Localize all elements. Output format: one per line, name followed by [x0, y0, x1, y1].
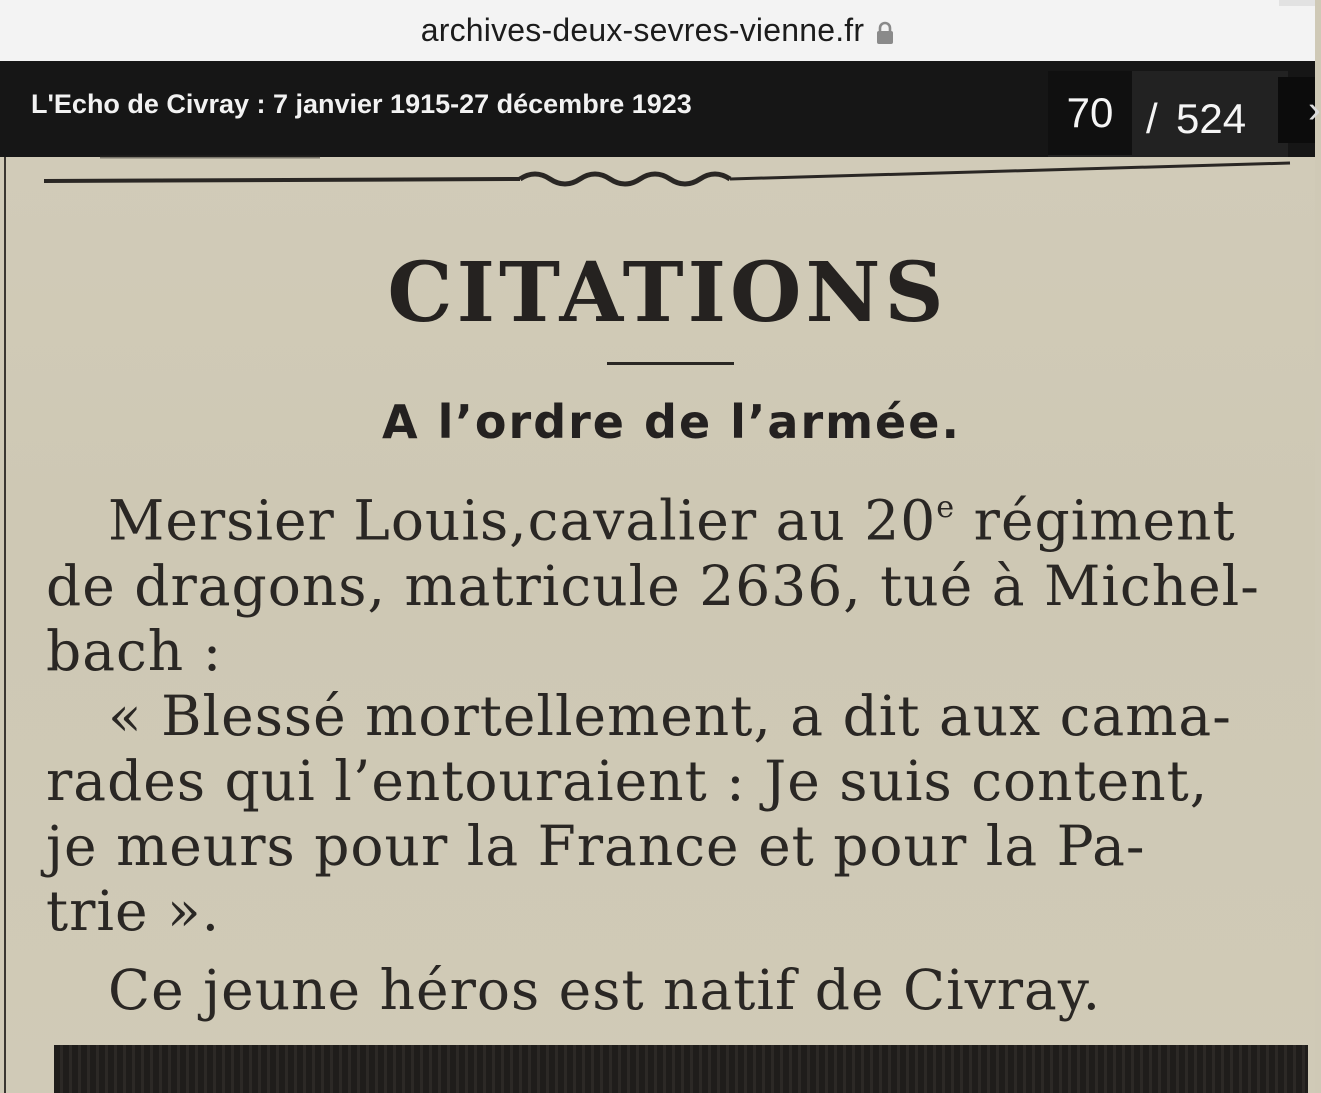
article-line: trie ».	[46, 878, 221, 943]
viewer-header	[0, 61, 1321, 157]
article-line: Ce jeune héros est natif de Civray.	[108, 957, 1102, 1022]
page-total: 524	[1176, 95, 1247, 142]
article-line: « Blessé mortellement, a dit aux cama-	[108, 683, 1232, 748]
article-headline: CITATIONS	[387, 245, 948, 341]
lock-icon	[876, 21, 894, 45]
article-line: de dragons, matricule 2636, tué à Michel-	[46, 553, 1260, 618]
article-body	[46, 475, 1308, 1023]
article-subheading: A l’ordre de l’armée.	[382, 395, 961, 449]
article-line: bach :	[46, 618, 223, 683]
page-number-input[interactable]	[1048, 71, 1132, 155]
article-line: je meurs pour la France et pour la Pa-	[46, 813, 1146, 878]
next-page-icon: ›	[1308, 89, 1321, 131]
headline-divider	[607, 362, 734, 365]
document-title: L'Echo de Civray : 7 janvier 1915-27 décembre 1923	[31, 89, 692, 119]
next-page-button[interactable]	[1278, 77, 1321, 143]
article-line: Mersier Louis,cavalier au 20e régiment	[108, 488, 1236, 553]
toolbar-edge	[1279, 0, 1315, 6]
page-separator: /	[1146, 95, 1158, 142]
ornamental-rule	[0, 157, 1315, 197]
url-text[interactable]: archives-deux-sevres-vienne.fr	[420, 12, 865, 48]
newspaper-scan[interactable]	[0, 157, 1315, 1093]
browser-url-bar[interactable]	[0, 0, 1315, 61]
article-line: rades qui l’entouraient : Je suis content,	[46, 748, 1209, 813]
bottom-divider	[54, 1045, 1308, 1093]
